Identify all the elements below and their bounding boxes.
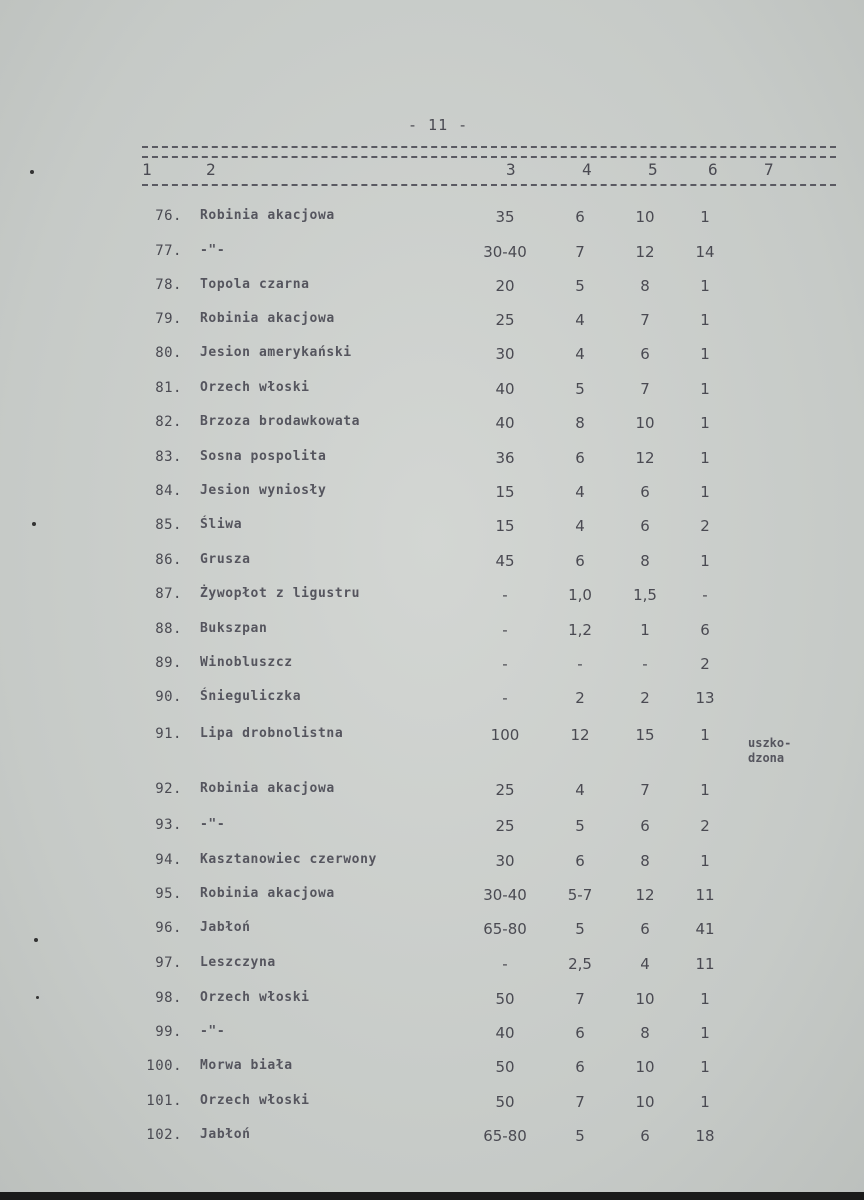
value-col-4: 5-7 — [567, 886, 593, 904]
species-name: Bukszpan — [200, 621, 268, 636]
value-col-3: 15 — [495, 517, 515, 535]
value-col-5: 7 — [640, 781, 650, 799]
value-col-3: - — [502, 586, 508, 604]
value-col-6: 11 — [695, 955, 715, 973]
value-col-5: 1 — [640, 621, 650, 639]
value-col-3: 45 — [495, 552, 515, 570]
value-col-3: - — [502, 689, 508, 707]
table-row — [0, 726, 864, 748]
value-col-3: 15 — [495, 483, 515, 501]
value-col-6: 1 — [700, 781, 710, 799]
value-col-5: 12 — [635, 886, 655, 904]
value-col-6: 2 — [700, 517, 710, 535]
value-col-6: - — [702, 586, 708, 604]
table-row — [0, 517, 864, 539]
species-name: Leszczyna — [200, 955, 276, 970]
value-col-6: 1 — [700, 1024, 710, 1042]
value-col-5: 6 — [640, 817, 650, 835]
value-col-5: 10 — [635, 208, 655, 226]
value-col-3: 50 — [495, 1058, 515, 1076]
species-name: Śliwa — [200, 517, 243, 532]
row-number: 101. — [146, 1093, 182, 1109]
table-row — [0, 345, 864, 367]
value-col-4: 2 — [575, 689, 585, 707]
table-row — [0, 886, 864, 908]
column-header-6: 6 — [708, 160, 718, 179]
value-col-6: 1 — [700, 414, 710, 432]
species-name: Robinia akacjowa — [200, 781, 335, 796]
value-col-6: 6 — [700, 621, 710, 639]
row-number: 102. — [146, 1127, 182, 1143]
value-col-5: 15 — [635, 726, 655, 744]
value-col-3: 25 — [495, 311, 515, 329]
value-col-4: 6 — [575, 449, 585, 467]
species-name: Robinia akacjowa — [200, 311, 335, 326]
species-name: Robinia akacjowa — [200, 208, 335, 223]
species-name: Orzech włoski — [200, 990, 310, 1005]
header-rule-second — [142, 156, 836, 158]
species-name: Sosna pospolita — [200, 449, 327, 464]
value-col-3: 25 — [495, 781, 515, 799]
species-name: Żywopłot z ligustru — [200, 586, 361, 601]
species-name: Robinia akacjowa — [200, 886, 335, 901]
table-row — [0, 449, 864, 471]
table-row — [0, 243, 864, 265]
value-col-5: 7 — [640, 311, 650, 329]
row-number: 92. — [155, 781, 182, 797]
value-col-5: 8 — [640, 277, 650, 295]
row-number: 90. — [155, 689, 182, 705]
column-header-1: 1 — [142, 160, 152, 179]
table-row — [0, 655, 864, 677]
value-col-3: 100 — [490, 726, 520, 744]
row-number: 80. — [155, 345, 182, 361]
value-col-4: 7 — [575, 243, 585, 261]
table-row — [0, 311, 864, 333]
table-row — [0, 689, 864, 711]
species-name: Jabłoń — [200, 920, 251, 935]
row-number: 78. — [155, 277, 182, 293]
value-col-4: 6 — [575, 1058, 585, 1076]
value-col-6: 13 — [695, 689, 715, 707]
row-number: 91. — [155, 726, 182, 742]
table-row — [0, 1127, 864, 1149]
value-col-6: 1 — [700, 1058, 710, 1076]
value-col-5: 6 — [640, 1127, 650, 1145]
species-name: Winobluszcz — [200, 655, 293, 670]
table-row — [0, 1024, 864, 1046]
row-number: 99. — [155, 1024, 182, 1040]
value-col-5: 8 — [640, 1024, 650, 1042]
value-col-4: 5 — [575, 380, 585, 398]
page-number: - 11 - — [408, 116, 469, 134]
value-col-5: 7 — [640, 380, 650, 398]
value-col-3: 40 — [495, 1024, 515, 1042]
paper-speck — [32, 522, 36, 526]
value-col-3: 50 — [495, 990, 515, 1008]
value-col-4: 4 — [575, 483, 585, 501]
value-col-4: 1,2 — [568, 621, 592, 639]
table-row — [0, 990, 864, 1012]
row-number: 85. — [155, 517, 182, 533]
value-col-4: 5 — [575, 277, 585, 295]
value-col-4: 5 — [575, 817, 585, 835]
value-col-5: 10 — [635, 1093, 655, 1111]
value-col-5: 6 — [640, 920, 650, 938]
table-row — [0, 817, 864, 839]
paper-speck — [34, 938, 38, 942]
value-col-5: 2 — [640, 689, 650, 707]
value-col-4: 5 — [575, 1127, 585, 1145]
species-name: Orzech włoski — [200, 380, 310, 395]
table-row — [0, 380, 864, 402]
header-rule-bottom — [142, 184, 836, 186]
value-col-5: 12 — [635, 449, 655, 467]
value-col-4: 4 — [575, 517, 585, 535]
value-col-3: 30 — [495, 852, 515, 870]
value-col-3: 20 — [495, 277, 515, 295]
value-col-3: 36 — [495, 449, 515, 467]
table-row — [0, 586, 864, 608]
species-name: Topola czarna — [200, 277, 310, 292]
value-col-6: 2 — [700, 655, 710, 673]
value-col-3: 30 — [495, 345, 515, 363]
value-col-6: 1 — [700, 277, 710, 295]
value-col-3: 40 — [495, 414, 515, 432]
value-col-6: 41 — [695, 920, 715, 938]
column-header-2: 2 — [206, 160, 216, 179]
value-col-6: 2 — [700, 817, 710, 835]
value-col-3: 65-80 — [483, 1127, 527, 1145]
paper-speck — [30, 170, 34, 174]
header-rule-top — [142, 146, 836, 148]
row-91-note: uszko- dzona — [748, 736, 792, 765]
table-row — [0, 781, 864, 803]
value-col-3: 30-40 — [483, 243, 527, 261]
row-number: 81. — [155, 380, 182, 396]
table-row — [0, 552, 864, 574]
species-name: Jesion amerykański — [200, 345, 352, 360]
paper-speck — [36, 996, 39, 999]
value-col-5: 4 — [640, 955, 650, 973]
value-col-4: 4 — [575, 345, 585, 363]
row-number: 96. — [155, 920, 182, 936]
value-col-3: 30-40 — [483, 886, 527, 904]
value-col-3: 65-80 — [483, 920, 527, 938]
species-name: -"- — [200, 243, 226, 258]
value-col-5: - — [642, 655, 648, 673]
value-col-3: 25 — [495, 817, 515, 835]
value-col-5: 1,5 — [633, 586, 657, 604]
row-number: 98. — [155, 990, 182, 1006]
value-col-3: - — [502, 621, 508, 639]
table-row — [0, 1093, 864, 1115]
species-name: Brzoza brodawkowata — [200, 414, 361, 429]
value-col-5: 10 — [635, 990, 655, 1008]
value-col-6: 11 — [695, 886, 715, 904]
row-number: 77. — [155, 243, 182, 259]
value-col-5: 12 — [635, 243, 655, 261]
value-col-3: 35 — [495, 208, 515, 226]
species-name: Orzech włoski — [200, 1093, 310, 1108]
table-row — [0, 208, 864, 230]
value-col-6: 1 — [700, 990, 710, 1008]
value-col-3: - — [502, 655, 508, 673]
value-col-4: 4 — [575, 311, 585, 329]
value-col-5: 8 — [640, 852, 650, 870]
species-name: -"- — [200, 1024, 226, 1039]
species-name: Śnieguliczka — [200, 689, 302, 704]
value-col-3: 50 — [495, 1093, 515, 1111]
row-number: 95. — [155, 886, 182, 902]
row-number: 79. — [155, 311, 182, 327]
value-col-3: - — [502, 955, 508, 973]
value-col-4: 6 — [575, 1024, 585, 1042]
row-number: 93. — [155, 817, 182, 833]
table-row — [0, 1058, 864, 1080]
value-col-6: 1 — [700, 726, 710, 744]
value-col-6: 1 — [700, 483, 710, 501]
value-col-6: 18 — [695, 1127, 715, 1145]
column-header-3: 3 — [506, 160, 516, 179]
row-number: 94. — [155, 852, 182, 868]
table-row — [0, 483, 864, 505]
row-number: 89. — [155, 655, 182, 671]
value-col-4: 8 — [575, 414, 585, 432]
row-number: 86. — [155, 552, 182, 568]
value-col-6: 1 — [700, 380, 710, 398]
value-col-4: 2,5 — [568, 955, 592, 973]
value-col-6: 1 — [700, 345, 710, 363]
table-row — [0, 414, 864, 436]
column-header-7: 7 — [764, 160, 774, 179]
value-col-6: 1 — [700, 552, 710, 570]
column-header-4: 4 — [582, 160, 592, 179]
species-name: Kasztanowiec czerwony — [200, 852, 377, 867]
value-col-5: 6 — [640, 483, 650, 501]
species-name: Lipa drobnolistna — [200, 726, 344, 741]
row-number: 88. — [155, 621, 182, 637]
value-col-5: 6 — [640, 345, 650, 363]
value-col-4: 6 — [575, 852, 585, 870]
value-col-4: 1,0 — [568, 586, 592, 604]
value-col-4: 6 — [575, 208, 585, 226]
species-name: Jesion wyniosły — [200, 483, 327, 498]
row-number: 100. — [146, 1058, 182, 1074]
species-name: -"- — [200, 817, 226, 832]
value-col-4: 5 — [575, 920, 585, 938]
table-row — [0, 955, 864, 977]
row-number: 87. — [155, 586, 182, 602]
value-col-5: 10 — [635, 414, 655, 432]
value-col-4: 7 — [575, 990, 585, 1008]
value-col-5: 8 — [640, 552, 650, 570]
table-row — [0, 621, 864, 643]
value-col-6: 1 — [700, 1093, 710, 1111]
row-number: 97. — [155, 955, 182, 971]
species-name: Morwa biała — [200, 1058, 293, 1073]
species-name: Jabłoń — [200, 1127, 251, 1142]
table-row — [0, 852, 864, 874]
value-col-5: 10 — [635, 1058, 655, 1076]
table-row — [0, 277, 864, 299]
row-number: 83. — [155, 449, 182, 465]
value-col-6: 1 — [700, 449, 710, 467]
value-col-5: 6 — [640, 517, 650, 535]
value-col-4: - — [577, 655, 583, 673]
value-col-4: 12 — [570, 726, 590, 744]
row-number: 76. — [155, 208, 182, 224]
value-col-6: 1 — [700, 852, 710, 870]
value-col-4: 6 — [575, 552, 585, 570]
value-col-6: 14 — [695, 243, 715, 261]
row-number: 84. — [155, 483, 182, 499]
value-col-6: 1 — [700, 311, 710, 329]
value-col-6: 1 — [700, 208, 710, 226]
table-row — [0, 920, 864, 942]
species-name: Grusza — [200, 552, 251, 567]
column-header-5: 5 — [648, 160, 658, 179]
value-col-4: 4 — [575, 781, 585, 799]
row-number: 82. — [155, 414, 182, 430]
value-col-3: 40 — [495, 380, 515, 398]
value-col-4: 7 — [575, 1093, 585, 1111]
